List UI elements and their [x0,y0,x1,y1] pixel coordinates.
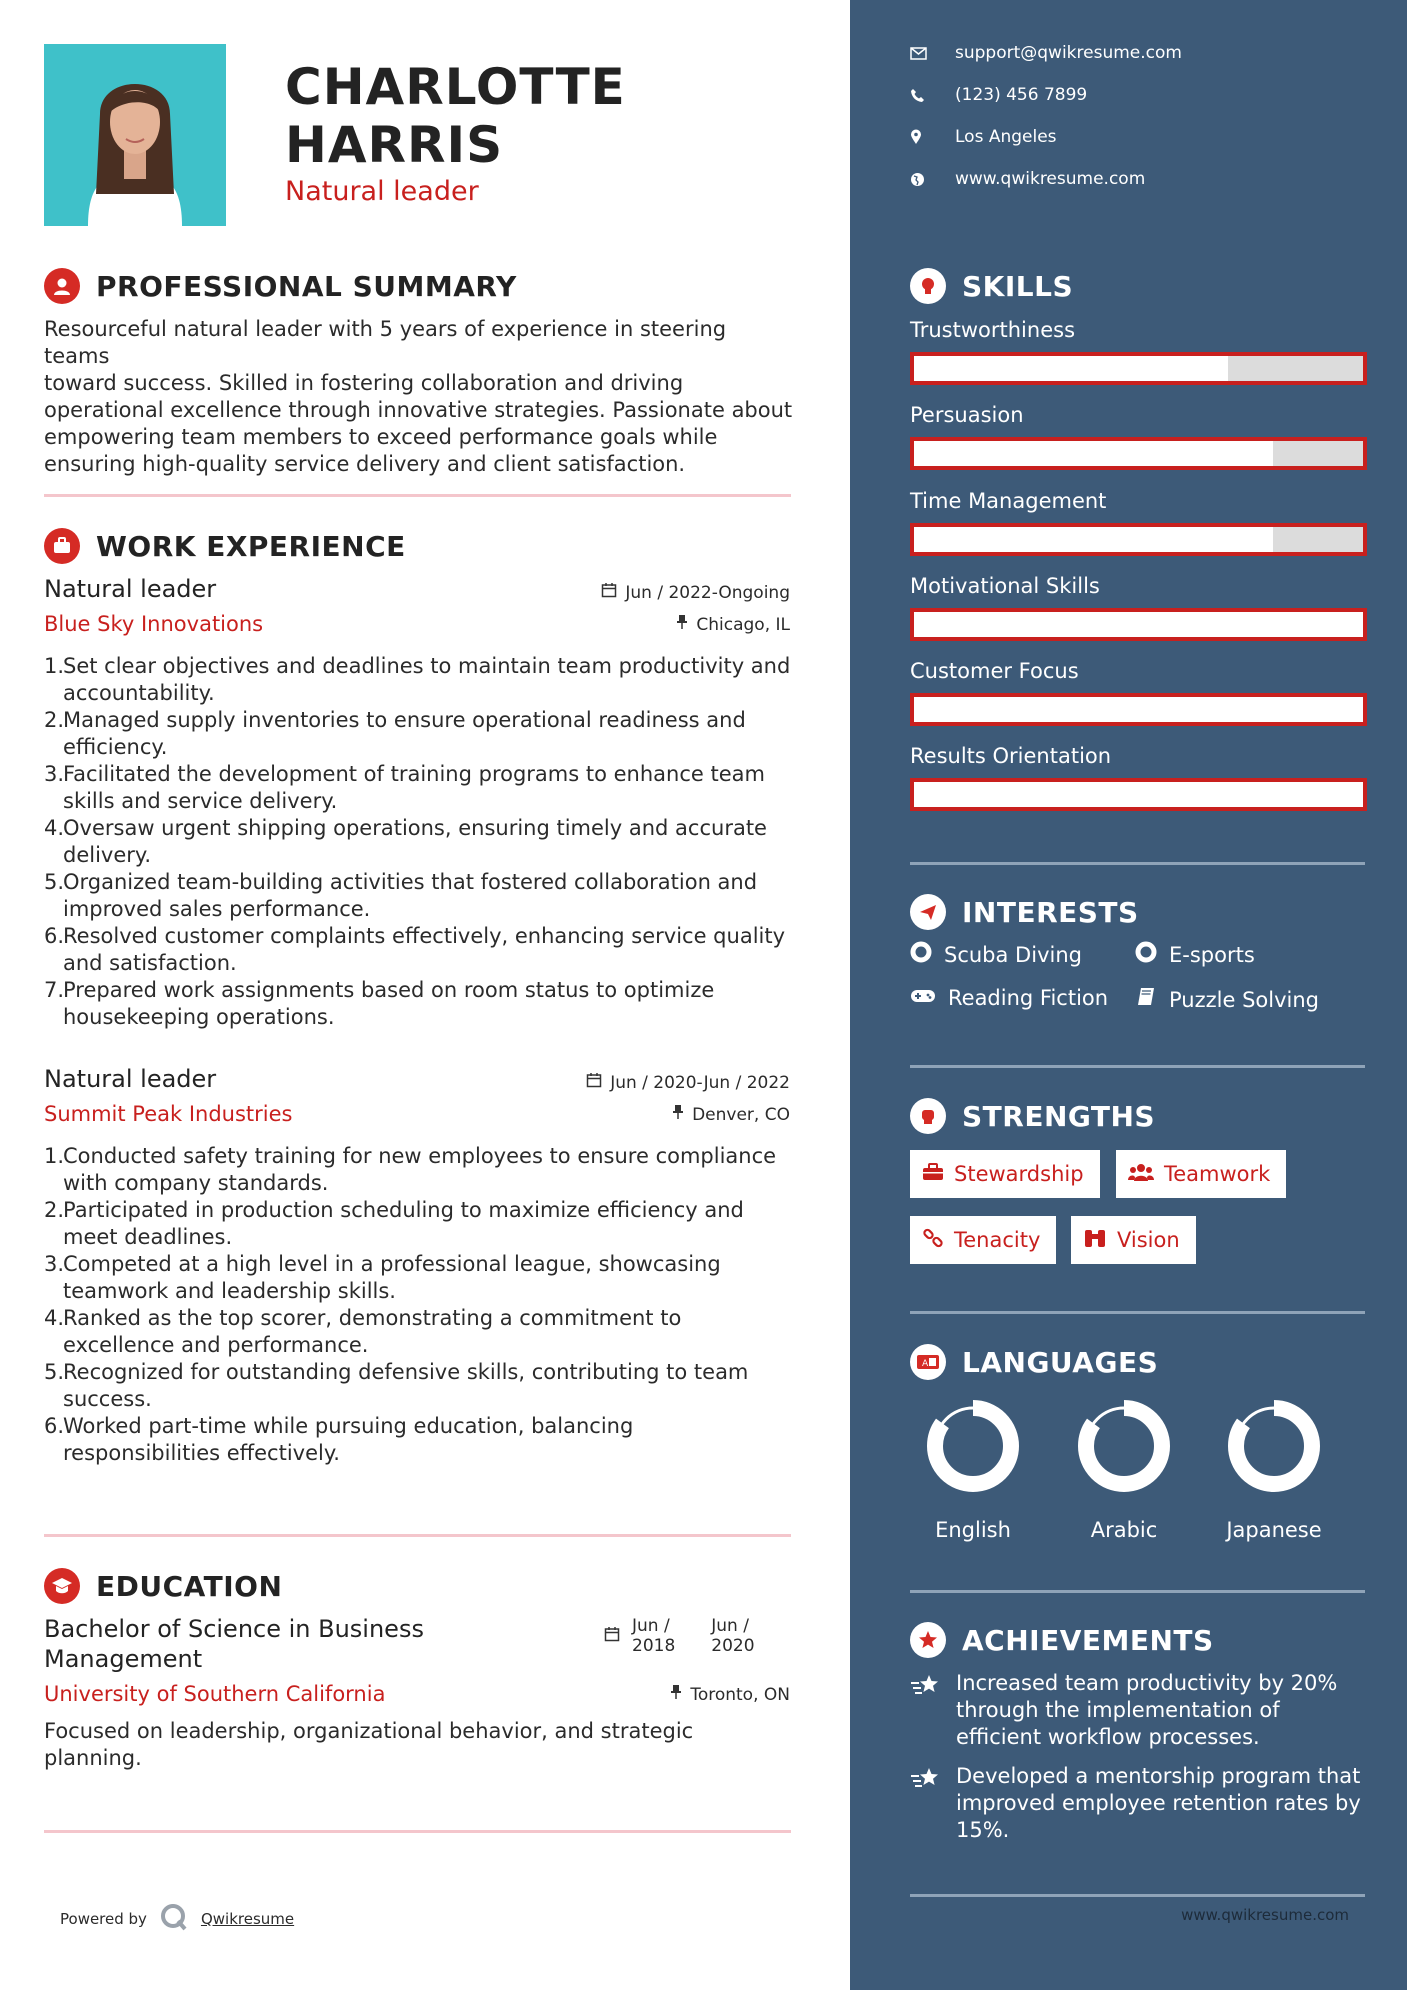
summary-line: operational excellence through innovative strategies. Passionate about [44,398,793,422]
job-company: Blue Sky Innovations [44,612,264,636]
candidate-name [285,58,626,174]
envelope-icon [910,47,932,60]
skill-label: Time Management [910,489,1107,513]
job-date [601,582,790,603]
contact-email[interactable] [910,43,1182,63]
summary-text [44,316,794,478]
list-item: 2. Managed supply inventories to ensure operational readiness and efficiency. [44,708,746,759]
strength-tag [910,1216,1056,1264]
strengths-title: STRENGTHS [962,1099,1156,1133]
shooting-star-icon [910,1763,956,1844]
life-ring-icon [910,941,932,968]
job-date-text: Jun / 2022-Ongoing [625,582,790,603]
briefcase-icon [922,1162,944,1187]
education-heading [44,1568,282,1604]
language-ring [925,1398,1021,1494]
job-bullets [44,1143,799,1467]
shooting-star-icon [910,1670,956,1751]
footer-website[interactable]: www.qwikresume.com [1181,1906,1349,1924]
language-item [1209,1398,1339,1542]
qwikresume-logo-icon [159,1902,189,1936]
education-title: EDUCATION [96,1569,283,1603]
interest-item [1135,941,1255,968]
achievement-item: Developed a mentorship program that improved employee retention rates by 15%. [910,1763,1370,1844]
life-ring-icon [1135,941,1157,968]
strength-tag [1116,1150,1286,1198]
skills-heading [910,268,1073,304]
interest-item [910,941,1082,968]
job-location [676,614,790,635]
translate-icon [910,1344,946,1380]
section-divider [910,862,1365,865]
phone-text: (123) 456 7899 [955,85,1088,105]
list-item: 1. Conducted safety training for new employees to ensure compliance with company standards. [44,1144,777,1195]
skills-title: SKILLS [962,269,1074,303]
contact-location [910,127,1057,147]
list-item: 6. Worked part-time while pursuing education, balancing responsibilities effectively. [44,1414,634,1465]
job-location-text: Chicago, IL [696,614,790,635]
skill-bar-fill [914,782,1363,807]
list-item: 5. Recognized for outstanding defensive skills, contributing to team success. [44,1360,749,1411]
location-text: Los Angeles [955,127,1057,147]
summary-line: toward success. Skilled in fostering collaboration and driving [44,371,684,395]
email-text: support@qwikresume.com [955,43,1182,63]
section-divider [910,1894,1365,1897]
skill-bar-fill [914,527,1273,552]
link-icon [922,1227,944,1254]
powered-by-label: Powered by [60,1910,147,1928]
skill-bar-fill [914,356,1228,381]
experience-title: WORK EXPERIENCE [96,529,406,563]
skill-label: Results Orientation [910,744,1112,768]
job-location [672,1104,790,1125]
interest-item [1135,986,1319,1013]
phone-icon [910,88,932,103]
book-icon [1135,986,1157,1013]
skill-bar-fill [914,612,1363,637]
education-location [670,1684,790,1705]
achievements-title: ACHIEVEMENTS [962,1623,1214,1657]
degree-title [44,1614,424,1674]
graduation-cap-icon [44,1568,80,1604]
interest-label: Scuba Diving [944,942,1082,967]
list-item: 6. Resolved customer complaints effectively, enhancing service quality and satisfaction. [44,924,786,975]
calendar-icon [586,1072,602,1093]
degree-line: Management [44,1645,203,1673]
language-label: Japanese [1226,1518,1322,1542]
list-item: 4. Oversaw urgent shipping operations, ensuring timely and accurate delivery. [44,816,767,867]
education-end: Jun / 2020 [711,1616,755,1656]
skill-bar [910,693,1367,726]
interest-label: Puzzle Solving [1169,987,1319,1012]
pin-icon [676,614,688,635]
job-location-text: Denver, CO [692,1104,790,1125]
list-item: 3. Facilitated the development of training programs to enhance team skills and service delivery. [44,762,765,813]
section-divider [910,1311,1365,1314]
interests-title: INTERESTS [962,895,1139,929]
interest-item [910,986,1108,1010]
achievements-heading [910,1622,1214,1658]
summary-heading [44,268,517,304]
lightbulb-icon [910,268,946,304]
job-date [586,1072,790,1093]
contact-website[interactable] [910,169,1145,189]
skill-bar [910,352,1367,385]
education-location-text: Toronto, ON [690,1684,790,1705]
strength-label: Tenacity [954,1228,1041,1252]
section-divider [44,494,791,497]
job-title: Natural leader [44,1065,217,1093]
language-ring [1076,1398,1172,1494]
brand-link[interactable]: Qwikresume [200,1910,295,1928]
globe-icon [910,172,932,187]
list-item: 7. Prepared work assignments based on room status to optimize housekeeping operations. [44,978,715,1029]
users-icon [1128,1162,1154,1187]
skill-bar [910,523,1367,556]
language-label: English [935,1518,1011,1542]
job-date-text: Jun / 2020-Jun / 2022 [610,1072,790,1093]
pin-icon [670,1684,682,1705]
star-badge-icon [910,1622,946,1658]
section-divider [44,1830,791,1833]
name-line-1: CHARLOTTE [285,58,626,116]
binoculars-icon [1083,1227,1107,1254]
skill-bar-fill [914,441,1273,466]
education-description: Focused on leadership, organizational behavior, and strategic planning. [44,1719,694,1770]
education-start: Jun / 2018 [632,1616,676,1656]
summary-line: empowering team members to exceed performance goals while [44,425,718,449]
interests-heading [910,894,1139,930]
website-text: www.qwikresume.com [955,169,1146,189]
list-item: 4. Ranked as the top scorer, demonstrating a commitment to excellence and performance. [44,1306,682,1357]
language-item [1059,1398,1189,1542]
education-dates [604,1616,755,1656]
list-item: 3. Competed at a high level in a professional league, showcasing teamwork and leadership skills. [44,1252,721,1303]
section-divider [910,1590,1365,1593]
list-item: 2. Participated in production scheduling to maximize efficiency and meet deadlines. [44,1198,744,1249]
strengths-heading [910,1098,1155,1134]
list-item: 1. Set clear objectives and deadlines to maintain team productivity and accountability. [44,654,791,705]
strength-label: Stewardship [954,1162,1084,1186]
school-name: University of Southern California [44,1682,386,1706]
language-label: Arabic [1090,1518,1158,1542]
job-title: Natural leader [44,575,217,603]
list-item: 5. Organized team-building activities that fostered collaboration and improved sales performance. [44,870,758,921]
achievement-item: Increased team productivity by 20% through the implementation of efficient workflow processes. [910,1670,1370,1751]
language-ring [1226,1398,1322,1494]
strength-tag [910,1150,1100,1198]
interest-label: E-sports [1169,942,1255,967]
skill-bar [910,778,1367,811]
interest-label: Reading Fiction [948,986,1109,1010]
user-icon [44,268,80,304]
name-line-2: HARRIS [285,116,504,174]
section-divider [44,1534,791,1537]
degree-line: Bachelor of Science in Business [44,1615,424,1643]
strength-tag [1071,1216,1196,1264]
strength-label: Vision [1117,1228,1180,1252]
paper-plane-icon [910,894,946,930]
pin-icon [672,1104,684,1125]
job-bullets [44,653,799,1031]
powered-by [60,1902,294,1936]
profile-photo [44,44,226,226]
languages-title: LANGUAGES [962,1345,1159,1379]
skill-bar-fill [914,697,1363,722]
skill-label: Trustworthiness [910,318,1076,342]
briefcase-icon [44,528,80,564]
candidate-role: Natural leader [285,176,479,207]
summary-line: Resourceful natural leader with 5 years of experience in steering teams [44,317,727,368]
svg-text:A: A [922,1359,929,1369]
sidebar [850,0,1407,1990]
experience-heading [44,528,406,564]
summary-line: ensuring high-quality service delivery and client satisfaction. [44,452,686,476]
language-item [908,1398,1038,1542]
skill-bar [910,608,1367,641]
calendar-icon [604,1616,620,1656]
skill-label: Motivational Skills [910,574,1100,598]
fist-icon [910,1098,946,1134]
job-company: Summit Peak Industries [44,1102,293,1126]
skill-label: Customer Focus [910,659,1079,683]
calendar-icon [601,582,617,603]
contact-phone[interactable] [910,85,1087,105]
map-pin-icon [910,129,932,145]
strength-label: Teamwork [1164,1162,1271,1186]
languages-heading [910,1344,1158,1380]
gamepad-icon [910,986,936,1010]
section-divider [910,1065,1365,1068]
skill-bar [910,437,1367,470]
summary-title: PROFESSIONAL SUMMARY [96,269,517,303]
skill-label: Persuasion [910,403,1024,427]
